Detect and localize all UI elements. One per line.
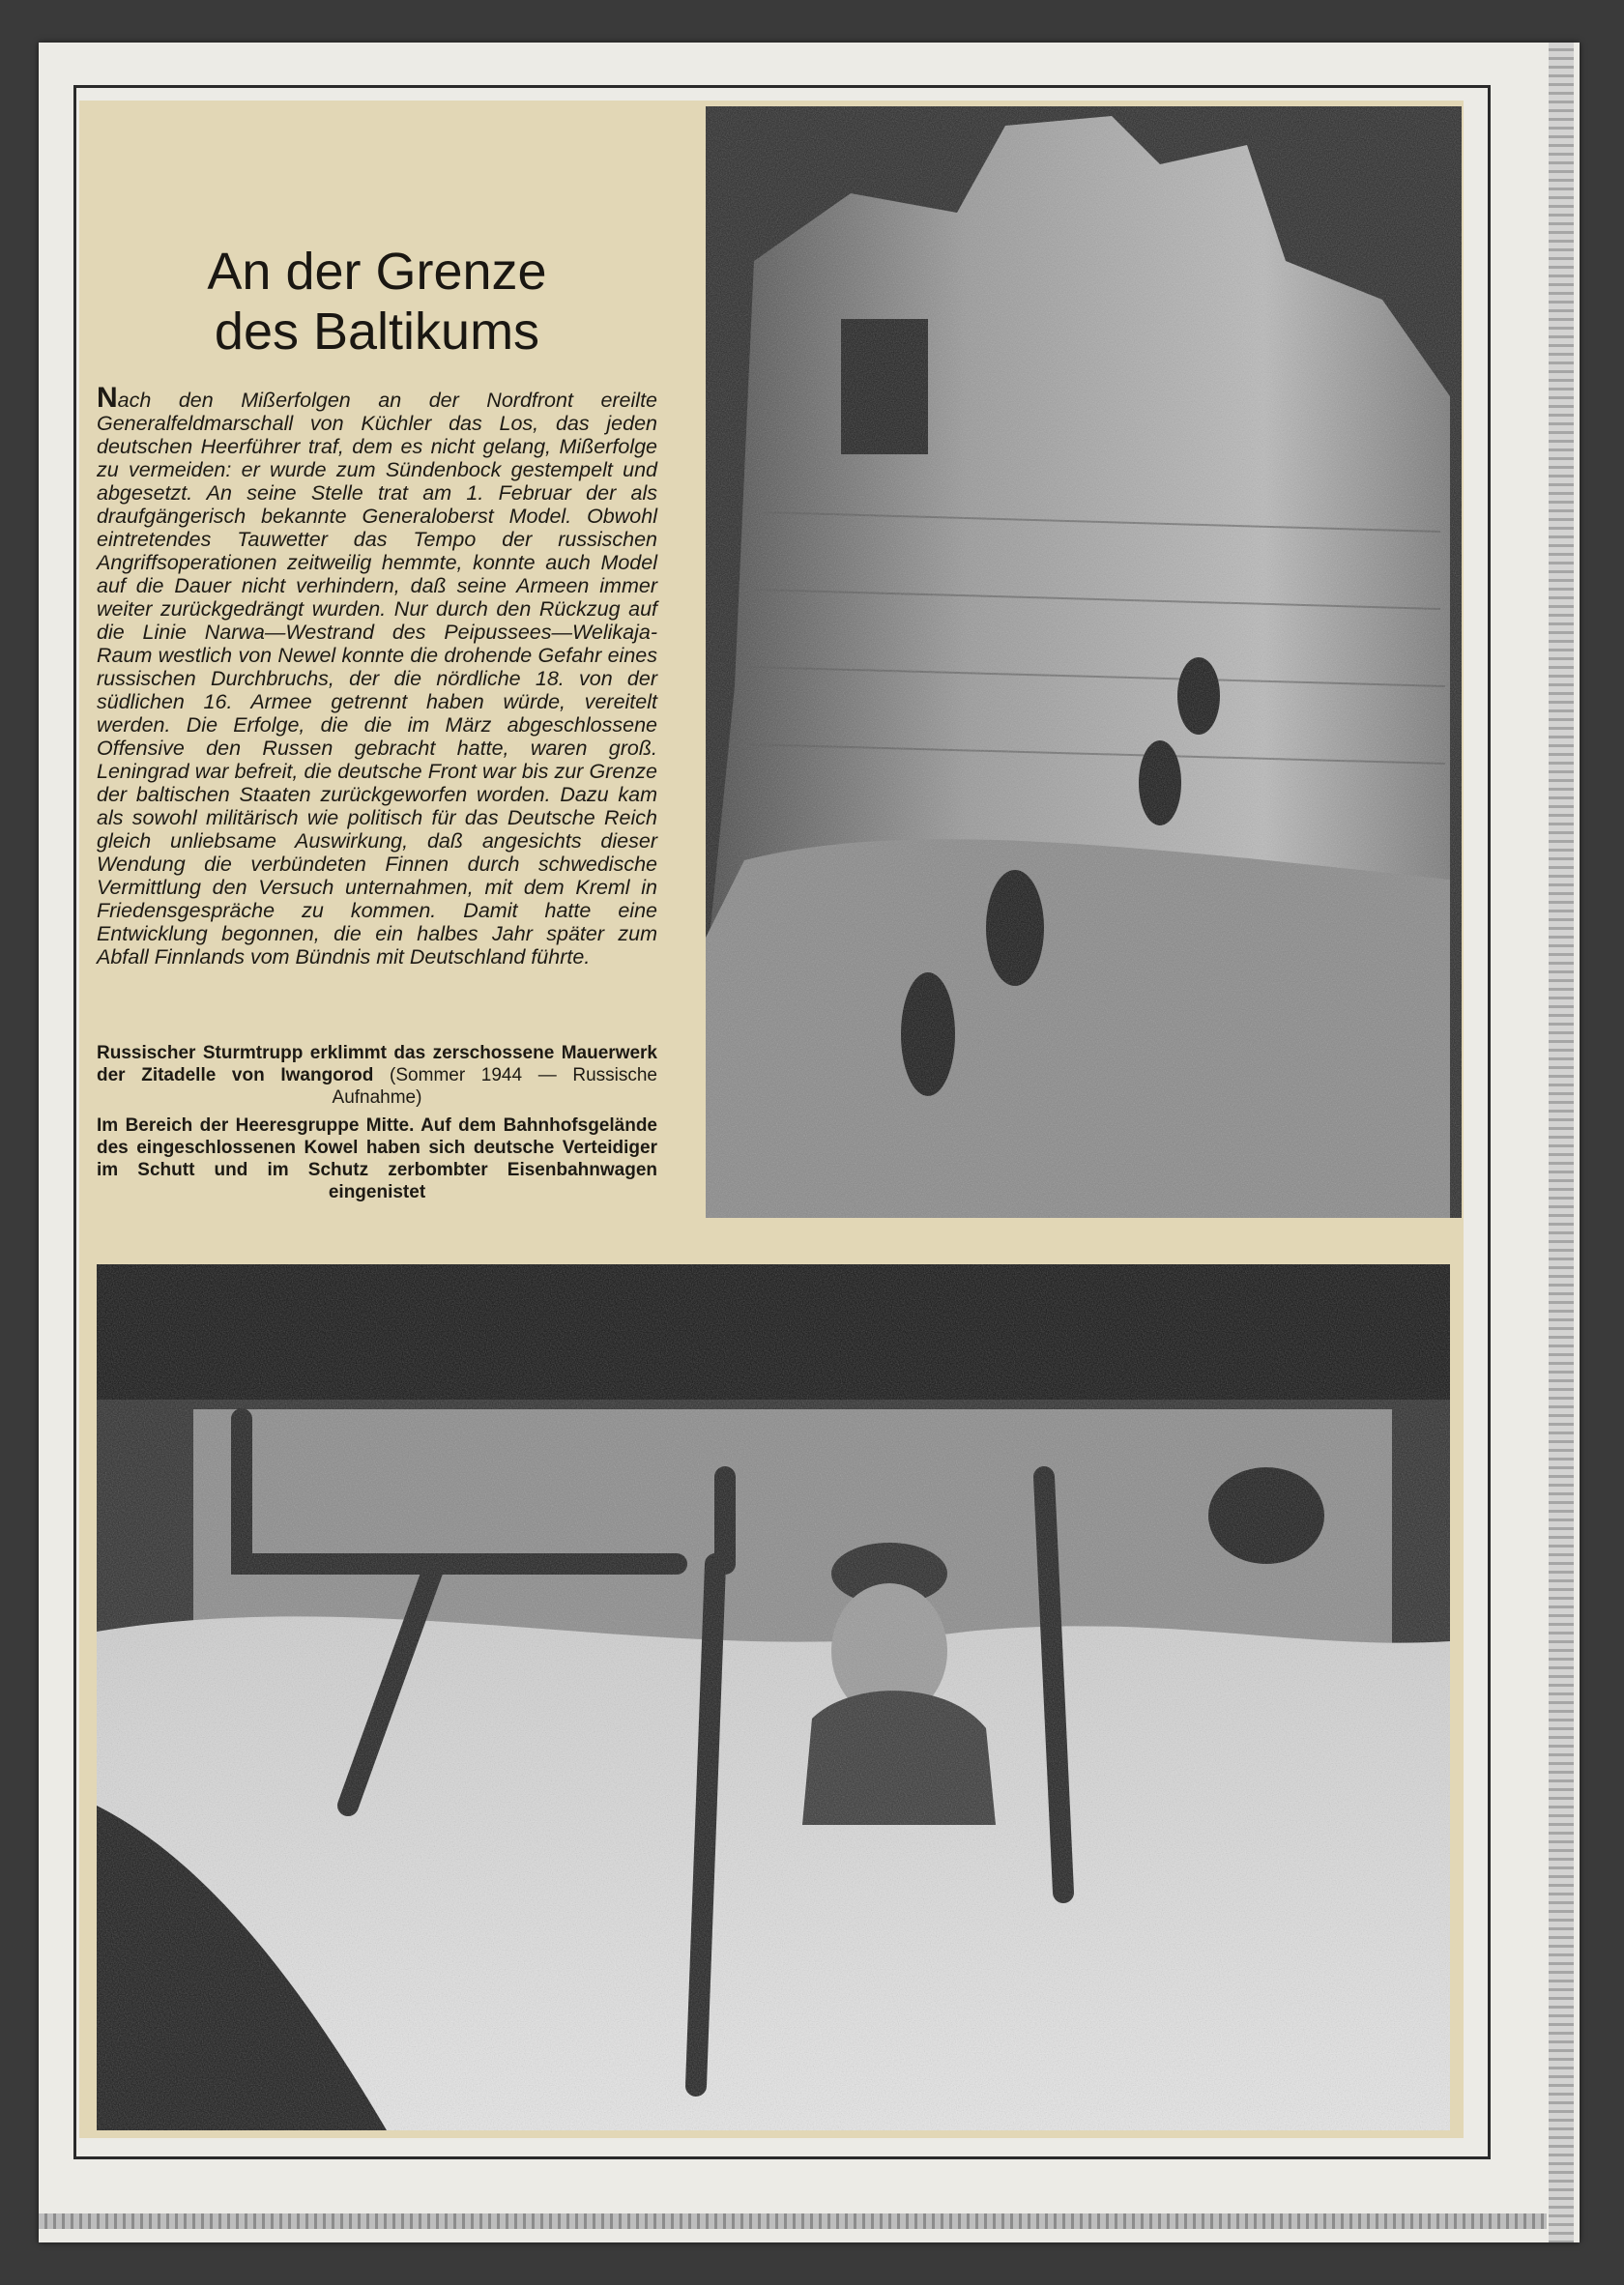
caption-top-bold: Russischer Sturmtrupp erklimmt das zerschossene Mauerwerk der Zitadelle von Iwangorod: [97, 1043, 657, 1085]
captions: [97, 1042, 657, 1209]
article-body: [97, 382, 657, 969]
citadel-photo: [706, 106, 1462, 1218]
binder-strip: [1549, 43, 1574, 2242]
railway-photo: [97, 1264, 1450, 2130]
headline-line1: An der Grenze: [207, 243, 547, 301]
article: [97, 242, 657, 969]
citadel-photo-image: [706, 106, 1462, 1218]
caption-top-rest: (Sommer 1944 — Russische Aufnahme): [332, 1065, 657, 1108]
headline-line2: des Baltikums: [214, 303, 540, 361]
article-body-text: ach den Mißerfolgen an der Nordfront ereilte Generalfeldmarschall von Küchler das Los, das jeden deutschen Heerführer traf, dem es nicht gelang, Mißerfolge zu vermeiden: er wurde zum Sündenbock gestempelt und abgesetzt. An seine Stelle trat am 1. Februar der als draufgängerisch bekannte Generaloberst Model. Obwohl eintretendes Tauwetter das Tempo der russischen Angriffsoperationen zeitweilig hemmte, konnte auch Model auf die Dauer nicht verhindern, daß seine Armeen immer weiter zurückgedrängt wurden. Nur durch den Rückzug auf die Linie Narwa—Westrand des Peipussees—Welikaja-Raum westlich von Newel konnte die drohende Gefahr eines russischen Durchbruchs, der die nördliche 18. von der südlichen 16. Armee getrennt haben würde, vereitelt werden. Die Erfolge, die die im März abgeschlossene Offensive den Russen gebracht hatte, waren groß. Leningrad war befreit, die deutsche Front war bis zur Grenze der baltischen Staaten zurückgeworfen worden. Dazu kam als sowohl militärisch wie politisch für das Deutsche Reich gleich unliebsame Auswirkung, daß angesichts dieser Wendung die verbündeten Finnen durch schwedische Vermittlung den Versuch unternahmen, mit dem Kreml in Friedensgespräche zu kommen. Damit hatte eine Entwicklung begonnen, die ein halbes Jahr später zum Abfall Finnlands vom Bündnis mit Deutschland führte.: [97, 389, 657, 969]
headline: [97, 242, 657, 362]
caption-bottom-text: Im Bereich der Heeresgruppe Mitte. Auf dem Bahnhofsgelände des eingeschlossenen Kowel haben sich deutsche Verteidiger im Schutt und im Schutz zerbombter Eisenbahnwagen eingenistet: [97, 1115, 657, 1202]
caption-top-photo: [97, 1042, 657, 1109]
bottom-strip: [39, 2213, 1547, 2229]
dropcap: N: [97, 382, 118, 414]
railway-photo-image: [97, 1264, 1450, 2130]
caption-bottom-photo: [97, 1114, 657, 1203]
